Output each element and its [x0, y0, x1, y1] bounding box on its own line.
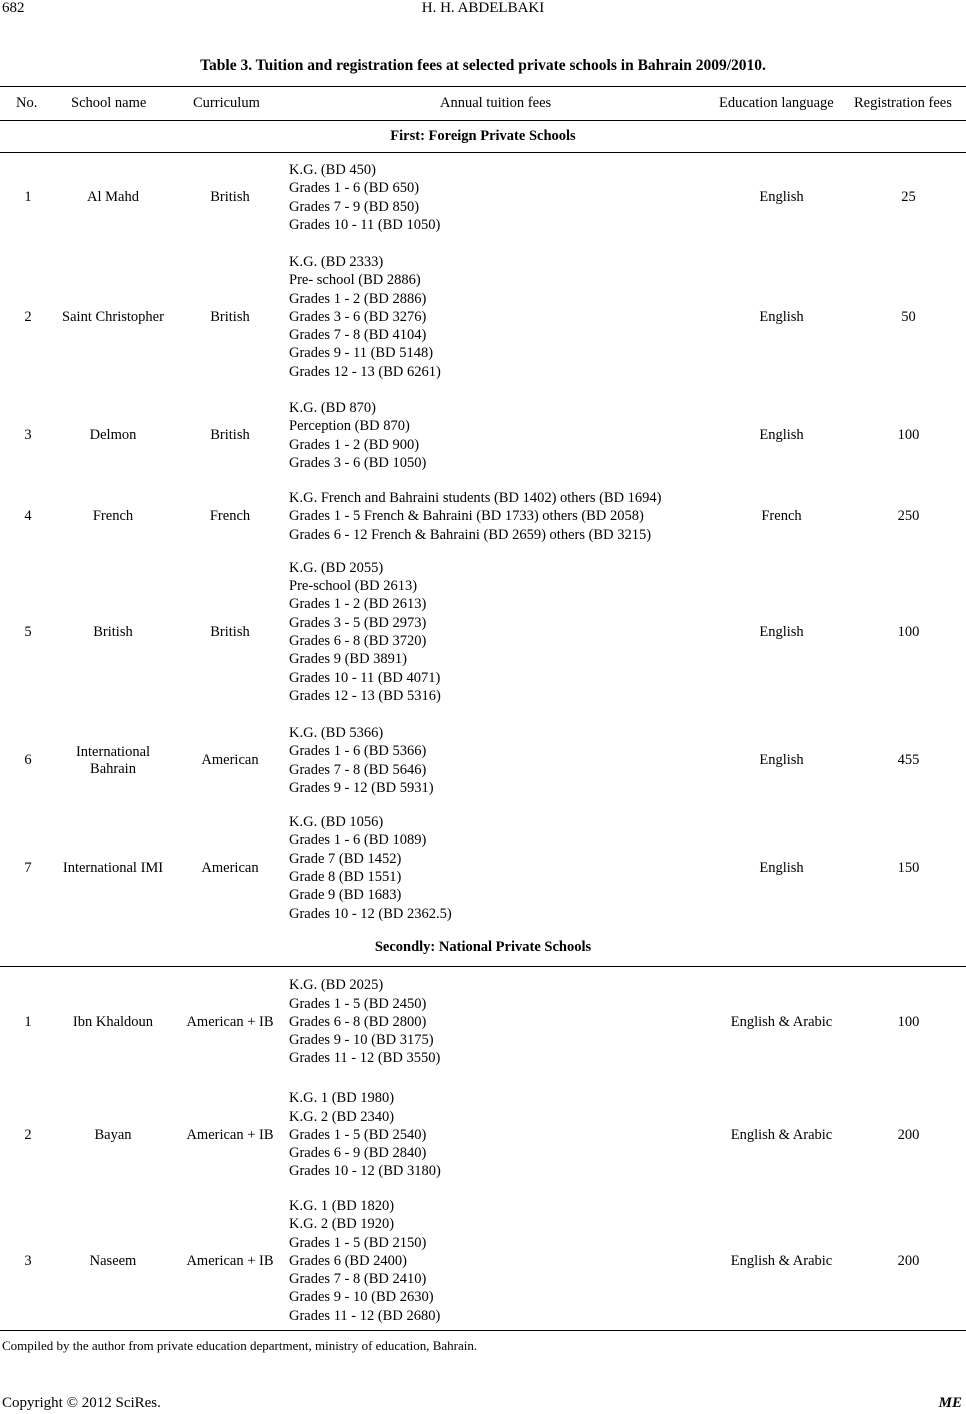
fee-line: Grade 9 (BD 1683): [289, 887, 402, 904]
fee-line: K.G. 2 (BD 1920): [289, 1216, 395, 1233]
school-name: Bayan: [94, 1126, 132, 1143]
table-source-note: Compiled by the author from private education department, ministry of education, Bahrain.: [2, 1338, 478, 1353]
fee-line: Grades 10 - 11 (BD 1050): [289, 216, 441, 233]
school-name: British: [93, 623, 133, 640]
row-number: 3: [24, 1252, 32, 1269]
fees-list: [289, 399, 426, 472]
registration-fee: 100: [897, 1013, 920, 1030]
header-registration-fees: Registration fees: [854, 95, 952, 111]
annual-fees: [289, 160, 719, 235]
fee-line: Grades 6 - 8 (BD 2800): [289, 1013, 427, 1030]
row-number: 2: [24, 308, 32, 325]
section-title-national: Secondly: National Private Schools: [374, 939, 592, 955]
fee-line: K.G. (BD 870): [289, 399, 376, 416]
school-name: Saint Christopher: [62, 308, 164, 325]
fee-line: Grades 10 - 12 (BD 2362.5): [289, 905, 452, 922]
education-language: English: [759, 752, 804, 768]
registration-fee: 50: [901, 308, 916, 325]
registration-fee: 200: [897, 1126, 920, 1143]
fee-line: Grades 1 - 2 (BD 2886): [289, 290, 427, 307]
curriculum: American: [201, 859, 259, 876]
education-language: English & Arabic: [730, 1126, 833, 1143]
fee-line: Grades 1 - 6 (BD 650): [289, 180, 420, 197]
registration-fee: 100: [897, 623, 920, 640]
fee-line: Grades 1 - 5 French & Bahraini (BD 1733) others (BD 2058): [289, 508, 644, 525]
table-bottom-rule: [0, 1330, 966, 1331]
education-language: English & Arabic: [730, 1252, 833, 1269]
school-name: International Bahrain: [75, 743, 151, 777]
education-language: English: [759, 189, 804, 205]
fee-line: Grades 7 - 8 (BD 5646): [289, 761, 427, 778]
fee-line: Grades 1 - 5 (BD 2450): [289, 995, 427, 1012]
fee-line: Grades 10 - 11 (BD 4071): [289, 669, 441, 686]
curriculum: British: [210, 308, 250, 325]
curriculum: British: [210, 427, 250, 443]
section-foreign-rule: [0, 152, 966, 153]
fee-line: Grades 10 - 12 (BD 3180): [289, 1163, 441, 1180]
school-name: Naseem: [89, 1252, 137, 1269]
registration-fee: 25: [901, 189, 916, 205]
fee-line: Grades 6 - 8 (BD 3720): [289, 633, 427, 649]
fee-line: Grade 7 (BD 1452): [289, 850, 402, 867]
row-number: 4: [24, 508, 32, 524]
fee-line: K.G. (BD 2333): [289, 253, 384, 270]
row-number: 1: [24, 1013, 32, 1030]
education-language: English: [759, 623, 804, 640]
education-language: French: [761, 508, 802, 524]
fee-line: K.G. (BD 5366): [289, 724, 384, 741]
fees-list: [289, 976, 440, 1067]
fee-line: Grades 9 (BD 3891): [289, 651, 407, 668]
table-row: [0, 252, 966, 382]
fee-line: Grades 7 - 8 (BD 4104): [289, 327, 427, 344]
fees-list: [289, 161, 440, 234]
fees-list: [289, 489, 662, 544]
school-name: French: [92, 508, 134, 524]
fee-line: Grade 8 (BD 1551): [289, 869, 402, 885]
annual-fees: [289, 1196, 719, 1326]
annual-fees: [289, 812, 719, 924]
fee-line: K.G. 1 (BD 1980): [289, 1090, 395, 1107]
table-row: [0, 160, 966, 235]
annual-fees: [289, 558, 719, 706]
school-name: International IMI: [62, 859, 164, 876]
fees-list: [289, 1089, 441, 1180]
curriculum: American: [201, 752, 259, 768]
header-no: No.: [16, 95, 38, 111]
annual-fees: [289, 723, 719, 798]
copyright-notice: Copyright © 2012 SciRes.: [2, 1395, 161, 1411]
annual-fees: [289, 488, 719, 545]
school-name: Al Mahd: [87, 189, 139, 205]
fee-line: K.G. (BD 1056): [289, 814, 384, 831]
fee-line: Pre- school (BD 2886): [289, 272, 421, 289]
fee-line: Grades 12 - 13 (BD 6261): [289, 363, 441, 380]
curriculum: French: [209, 508, 251, 524]
table-row: [0, 398, 966, 473]
table-caption: Table 3. Tuition and registration fees at selected private schools in Bahrain 2009/2010.: [200, 57, 766, 74]
registration-fee: 200: [897, 1252, 920, 1269]
fee-line: Grades 3 - 5 (BD 2973): [289, 614, 427, 631]
row-number: 1: [24, 189, 32, 205]
table-row: [0, 558, 966, 706]
education-language: English & Arabic: [730, 1013, 833, 1030]
curriculum: British: [210, 189, 250, 205]
fee-line: K.G. (BD 2055): [289, 559, 384, 576]
fee-line: Grades 9 - 11 (BD 5148): [289, 345, 434, 362]
registration-fee: 250: [897, 508, 920, 524]
registration-fee: 455: [897, 752, 920, 768]
fee-line: K.G. 2 (BD 2340): [289, 1108, 395, 1125]
fees-list: [289, 724, 434, 797]
curriculum: American + IB: [186, 1126, 274, 1143]
fee-line: Grades 6 - 12 French & Bahraini (BD 2659) others (BD 3215): [289, 526, 652, 543]
row-number: 2: [24, 1126, 32, 1143]
table-row: [0, 975, 966, 1069]
fee-line: Grades 1 - 2 (BD 2613): [289, 596, 427, 613]
row-number: 7: [24, 859, 32, 876]
annual-fees: [289, 1088, 719, 1182]
curriculum: British: [210, 623, 250, 640]
section-national-rule: [0, 966, 966, 967]
fee-line: Grades 11 - 12 (BD 3550): [289, 1050, 441, 1067]
annual-fees: [289, 252, 719, 382]
fee-line: Grades 12 - 13 (BD 5316): [289, 687, 441, 704]
fee-line: Grades 7 - 9 (BD 850): [289, 198, 420, 215]
registration-fee: 100: [897, 427, 920, 443]
fee-line: Pre-school (BD 2613): [289, 578, 418, 595]
journal-abbrev: ME: [938, 1395, 962, 1411]
row-number: 3: [24, 427, 32, 443]
header-curriculum: Curriculum: [193, 95, 260, 111]
education-language: English: [759, 859, 804, 876]
fee-line: Grades 1 - 6 (BD 5366): [289, 743, 427, 760]
running-head: H. H. ABDELBAKI: [421, 0, 545, 16]
fee-line: K.G. (BD 2025): [289, 977, 384, 994]
section-title-foreign: First: Foreign Private Schools: [390, 128, 576, 144]
education-language: English: [759, 308, 804, 325]
fee-line: Grades 1 - 6 (BD 1089): [289, 832, 427, 849]
school-name: Delmon: [89, 427, 137, 443]
fee-line: Grades 1 - 5 (BD 2540): [289, 1126, 427, 1143]
school-name: Ibn Khaldoun: [72, 1013, 154, 1030]
registration-fee: 150: [897, 859, 920, 876]
fee-line: Grades 6 (BD 2400): [289, 1252, 407, 1269]
curriculum: American + IB: [186, 1013, 274, 1030]
table-top-rule: [0, 86, 966, 87]
fees-list: [289, 813, 452, 923]
fee-line: Grades 7 - 8 (BD 2410): [289, 1271, 427, 1288]
header-education-language: Education language: [719, 95, 834, 111]
header-bottom-rule: [0, 120, 966, 121]
fee-line: Grades 9 - 10 (BD 2630): [289, 1289, 434, 1306]
education-language: English: [759, 427, 804, 443]
fees-list: [289, 559, 441, 705]
fee-line: Grades 9 - 12 (BD 5931): [289, 779, 434, 796]
table-row: [0, 1088, 966, 1182]
fee-line: Grades 3 - 6 (BD 1050): [289, 454, 427, 471]
header-school-name: School name: [71, 95, 147, 111]
table-row: [0, 488, 966, 545]
row-number: 5: [24, 623, 32, 640]
fees-list: [289, 253, 441, 381]
header-annual-fees: Annual tuition fees: [440, 95, 552, 111]
fee-line: Perception (BD 870): [289, 418, 410, 435]
annual-fees: [289, 975, 719, 1069]
table-row: [0, 1196, 966, 1326]
fee-line: Grades 1 - 2 (BD 900): [289, 436, 420, 453]
curriculum: American + IB: [186, 1252, 274, 1269]
fee-line: Grades 11 - 12 (BD 2680): [289, 1307, 441, 1324]
fee-line: Grades 1 - 5 (BD 2150): [289, 1234, 427, 1251]
fee-line: Grades 9 - 10 (BD 3175): [289, 1032, 434, 1049]
fee-line: K.G. French and Bahraini students (BD 1402) others (BD 1694): [289, 490, 662, 507]
fee-line: K.G. (BD 450): [289, 161, 376, 178]
table-row: [0, 723, 966, 798]
fee-line: K.G. 1 (BD 1820): [289, 1197, 395, 1214]
fee-line: Grades 3 - 6 (BD 3276): [289, 308, 427, 325]
annual-fees: [289, 398, 719, 473]
row-number: 6: [24, 752, 32, 768]
page-number: 682: [2, 0, 25, 16]
fee-line: Grades 6 - 9 (BD 2840): [289, 1145, 427, 1162]
fees-list: [289, 1197, 440, 1325]
table-row: [0, 812, 966, 924]
